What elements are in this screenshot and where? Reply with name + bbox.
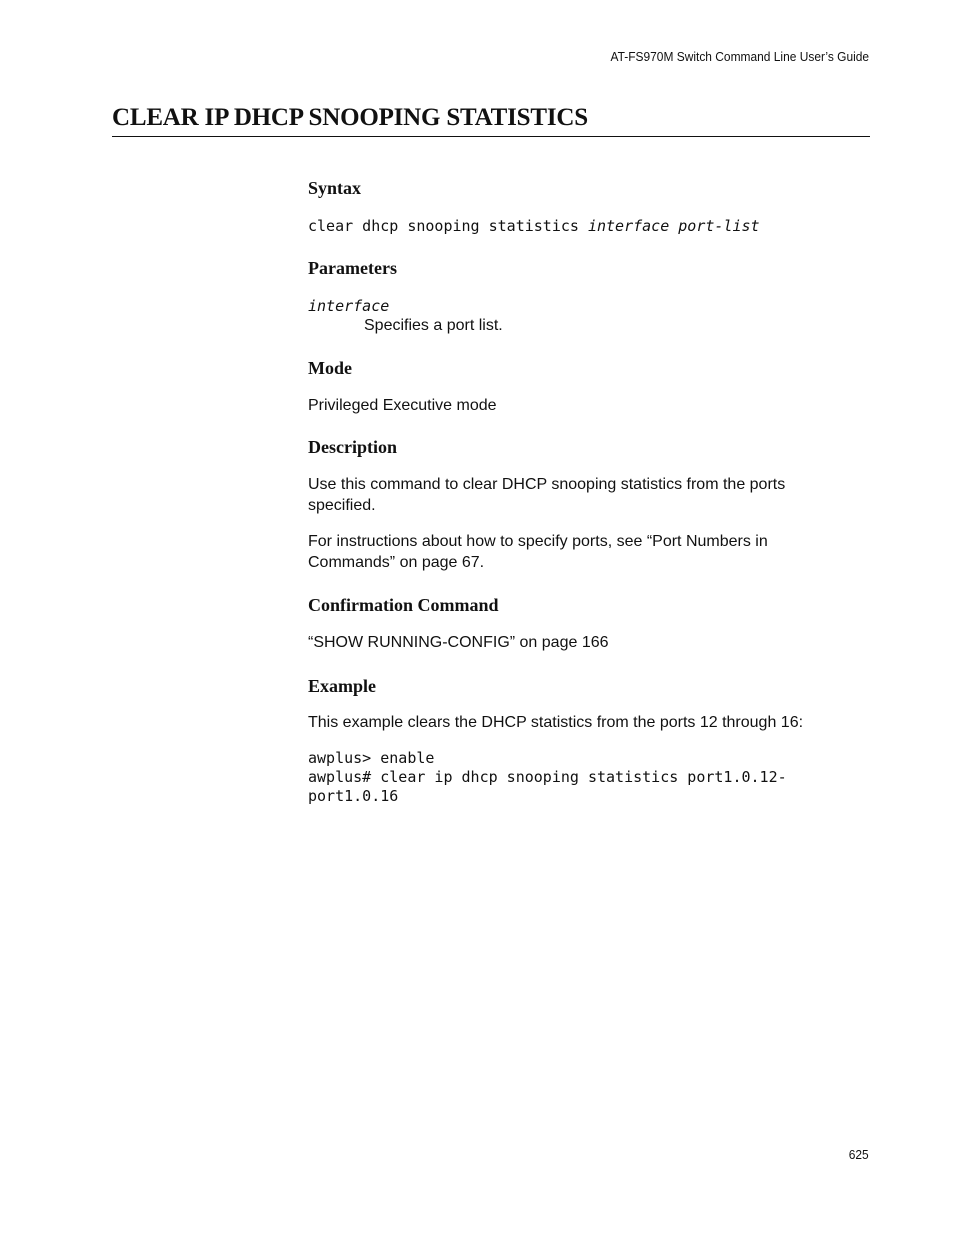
- description-p1-line1: Use this command to clear DHCP snooping statistics from the ports: [308, 476, 786, 493]
- example-code-line-2: awplus# clear ip dhcp snooping statistics port1.0.12-: [308, 768, 787, 786]
- example-heading: Example: [308, 675, 377, 696]
- parameter-name: interface: [308, 297, 390, 315]
- description-heading: Description: [308, 437, 397, 457]
- syntax-heading: Syntax: [308, 178, 362, 198]
- example-code-line-1: awplus> enable: [308, 749, 435, 767]
- description-paragraph-1: [308, 475, 848, 516]
- syntax-command: [308, 217, 848, 236]
- page-title: CLEAR IP DHCP SNOOPING STATISTICS: [112, 104, 870, 137]
- parameters-heading: Parameters: [308, 258, 397, 278]
- page-number: 625: [849, 1147, 869, 1162]
- mode-heading: Mode: [308, 357, 352, 378]
- description-paragraph-2: [308, 532, 848, 573]
- parameter-description: Specifies a port list.: [364, 317, 503, 334]
- syntax-command-args: interface port-list: [587, 217, 760, 235]
- confirmation-text: “SHOW RUNNING-CONFIG” on page 166: [308, 634, 609, 651]
- mode-text: Privileged Executive mode: [308, 396, 497, 414]
- example-code: [308, 749, 848, 806]
- description-p1-line2: specified.: [308, 496, 376, 514]
- example-text: This example clears the DHCP statistics from the ports 12 through 16:: [308, 713, 804, 731]
- confirmation-heading: Confirmation Command: [308, 595, 499, 615]
- description-p2-line1: For instructions about how to specify ports, see “Port Numbers in: [308, 533, 768, 550]
- example-code-line-3: port1.0.16: [308, 787, 399, 805]
- main-content: [308, 178, 848, 806]
- running-header: AT-FS970M Switch Command Line User’s Guide: [610, 49, 869, 64]
- description-p2-line2: Commands” on page 67.: [308, 553, 485, 571]
- syntax-command-text: clear dhcp snooping statistics: [308, 217, 588, 235]
